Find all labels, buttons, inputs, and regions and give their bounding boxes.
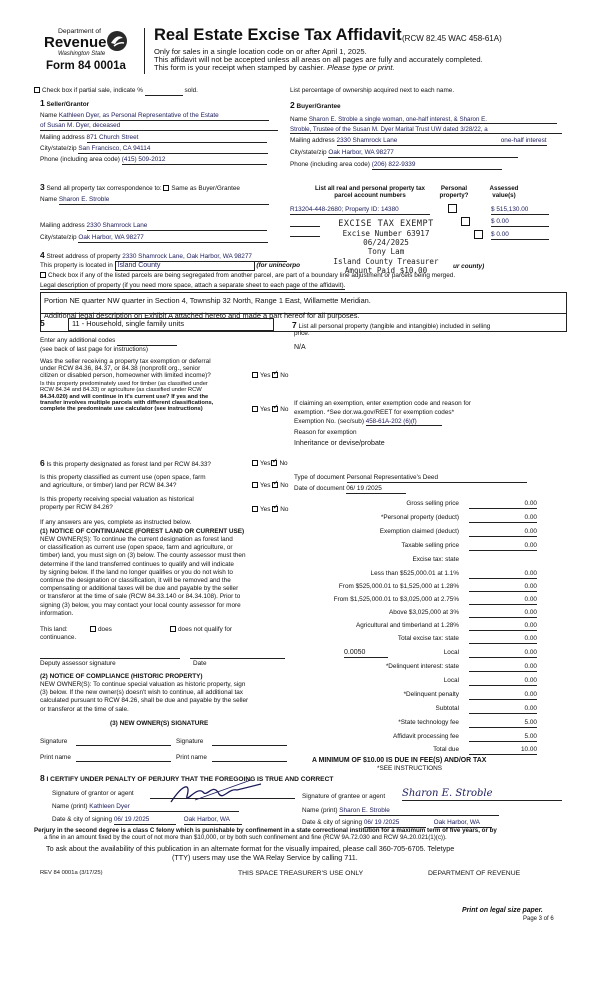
tax-agricultural[interactable]: 0.00 [469, 622, 537, 631]
seller-city-state-zip[interactable]: San Francisco, CA 94114 [78, 145, 268, 154]
q3-no-checkbox[interactable] [271, 460, 277, 466]
dept-line1: Department of [58, 28, 102, 35]
does-qualify-checkbox[interactable] [90, 626, 96, 632]
personal-col-header: Personal property? [439, 185, 469, 200]
q4-yes-checkbox[interactable] [252, 482, 258, 488]
legal-description-line1: Portion NE quarter NW quarter in Section 4, Township 32 North, Range 1 East, Willamette Meridian. [44, 296, 371, 305]
personal-property-list[interactable]: N/A [294, 344, 306, 351]
legal-description-label: Legal description of property (if you need more space, attach a separate sheet to each page of the affidavit). [40, 282, 346, 289]
same-as-buyer-checkbox[interactable] [163, 185, 169, 191]
page-title: Real Estate Excise Tax Affidavit [154, 26, 402, 44]
assessed-value-2[interactable]: $ 0.00 [491, 218, 549, 227]
treasurer-stamp [326, 219, 446, 275]
q5-yes-checkbox[interactable] [252, 506, 258, 512]
see-instructions-note: *SEE INSTRUCTIONS [377, 765, 442, 772]
parcel-col-header: List all real and personal property tax parcel account numbers [314, 185, 426, 200]
stamp-line-4: Tony Lam [367, 247, 405, 257]
subtotal[interactable]: 0.00 [469, 705, 537, 714]
buyer-name-line1[interactable]: Sharon E. Stroble a single woman, one-half interest, & Sharon E. [309, 116, 557, 124]
stamp-line-1: EXCISE TAX EXEMPT [338, 219, 434, 229]
personal-property-checkbox-2[interactable] [461, 217, 470, 226]
gross-selling-price[interactable]: 0.00 [469, 500, 537, 509]
correspondence-name[interactable]: Sharon E. Stroble [59, 196, 269, 205]
grantee-print-name[interactable]: Sharon E. Stroble [339, 807, 499, 816]
page-number: Page 3 of 6 [523, 916, 554, 922]
minimum-due-note: A MINIMUM OF $10.00 IS DUE IN FEE(S) AND/OR TAX [312, 757, 487, 764]
affidavit-processing-fee[interactable]: 5.00 [469, 733, 537, 742]
q4-no-checkbox[interactable] [272, 482, 278, 488]
seller-name-line2[interactable]: of Susan M. Dyer, deceased [40, 122, 278, 131]
q2-yes-checkbox[interactable] [252, 406, 258, 412]
tax-calculation: Gross selling price 0.00 *Personal property (deduct) 0.00 Exemption claimed (deduct) 0.00 Taxable selling price 0.00 Excise tax: state Less than $525,000.01 at 1.1% 0.00 From $525,000.01 to $1,525,000 at 1.28% 0.00 From $1,525,000.01 to $3,025,000 at 2.75% 0.00 Above $3,025,000 at 3% 0.00 Agricultural and timberland at 1.28% 0.00 Total excise tax: state 0.00 0.0050 Local 0.00 *Delinquent interest: state 0.00 Local 0.00 *Delinquent penalty 0.00 Subtotal 0.00 *State technology fee 5.00 Affidavit processing fee 5.00 [333, 500, 537, 740]
compliance-text: NEW OWNER(S): To continue special valuation as historic property, sign (3) below. If the new owner(s) doesn't wish to continue, all additional tax calculated pursuant to RCW 84.26, shall be due and payable by the seller or transferor at the time of sale. [40, 681, 249, 713]
stamp-line-6: Amount Paid $10.00 [344, 265, 428, 275]
delinquent-interest-state[interactable]: 0.00 [469, 663, 537, 672]
revision-number: REV 84 0001a (3/17/25) [40, 870, 103, 876]
assessed-value-1[interactable]: $ 515,130.00 [491, 206, 549, 215]
tax-tier-2[interactable]: 0.00 [469, 583, 537, 592]
buyer-mailing-address[interactable]: 2330 Shamrock Lane one-half interest [336, 137, 547, 144]
delinquent-interest-local[interactable]: 0.00 [469, 677, 537, 686]
perjury-note-2: a fine in an amount fixed by the court of not more than $10,000, or by both such confinement and fine (RCW 9A.72.030 and RCW 9A.20.021(1)(c)). [44, 834, 447, 841]
document-type[interactable]: Personal Representative's Deed [347, 474, 527, 483]
q1-no-checkbox[interactable] [272, 372, 278, 378]
exemption-number[interactable]: 458-61A-202 (6)(f) [366, 418, 442, 426]
stamp-line-2: Excise Number 63917 [342, 229, 430, 239]
personal-property-checkbox-3[interactable] [474, 230, 483, 239]
seller-name-line1[interactable]: Kathleen Dyer, as Personal Representative of the Estate [59, 112, 269, 121]
personal-property-checkbox-1[interactable] [448, 204, 457, 213]
form-number: Form 84 0001a [46, 60, 126, 72]
exemption-reason[interactable]: Inheritance or devise/probate [294, 440, 385, 447]
correspondence-city-state-zip[interactable]: Oak Harbor, WA 98277 [78, 234, 268, 243]
correspondence-section: 3 Send all property tax correspondence to: Same as Buyer/Grantee Name Sharon E. Stroble Mailing address 2330 Shamrock Lane City/state/zip Oak Harbor, WA 98277 [40, 182, 285, 252]
seller-section: 1 Seller/Grantor Name Kathleen Dyer, as Personal Representative of the Estate of Susan M. Dyer, deceased Mailing address 871 Church Street City/state/zip San Francisco, CA 94114 Phone (including area code) (415) 509-2012 [40, 98, 285, 173]
taxable-selling-price[interactable]: 0.00 [469, 542, 537, 551]
parcel-number-1[interactable]: R13204-448-2680; Property ID: 14380 [290, 206, 430, 215]
q5-answer: Yes ✓ No [252, 506, 288, 514]
legal-paper-note: Print on legal size paper. [462, 907, 543, 914]
grantor-city[interactable]: Oak Harbor, WA [184, 816, 242, 825]
wa-revenue-logo-icon [106, 30, 128, 52]
delinquent-penalty[interactable]: 0.00 [469, 691, 537, 700]
list-percentage-note: List percentage of ownership acquired next to each name. [290, 87, 455, 94]
tax-tier-1[interactable]: 0.00 [469, 570, 537, 579]
stamp-line-5: Island County Treasurer [333, 256, 439, 266]
total-excise-tax-state[interactable]: 0.00 [469, 635, 537, 644]
dept-line2: Revenue [44, 34, 107, 51]
continuance-text: NEW OWNER(S): To continue the current designation as forest land or classification as current use (open space, farm and agriculture, or timber) land, you must sign on (3) below. The county assessor must then determine if the land transferred continues to qualify and will indicate by signing below. If the land no longer qualifies or you do not wish to continue the designation or classification, it will be removed and the compensating or additional taxes will be due and payable by the seller or transferor at the time of sale (RCW 84.33.140 or 84.34.108). Prior to signing (3) below, you may contact your local county assessor for more information. [40, 536, 246, 617]
department-of-revenue-label: DEPARTMENT OF REVENUE [428, 870, 521, 877]
local-rate[interactable]: 0.0050 [344, 649, 388, 658]
perjury-note-1: Perjury in the second degree is a class C felony which is punishable by confinement in a state correctional institution for a maximum term of five years, or by [34, 827, 497, 834]
document-date[interactable]: 06/ 19 /2025 [346, 485, 406, 494]
property-street-address[interactable]: 2330 Shamrock Lane, Oak Harbor, WA 98277 [122, 253, 287, 262]
q3-answer: Yes✓ No [252, 460, 288, 468]
q3-yes-checkbox[interactable] [252, 460, 258, 466]
buyer-phone[interactable]: (206) 822-9339 [372, 161, 502, 170]
alt-format-2: (TTY) users may use the WA Relay Service by calling 711. [172, 853, 358, 862]
local-tax[interactable]: 0.00 [469, 649, 537, 658]
land-use-code-field[interactable]: 11 - Household, single family units [68, 318, 274, 331]
assessed-value-3[interactable]: $ 0.00 [491, 231, 549, 240]
dept-line3: Washington State [58, 51, 106, 57]
county-field[interactable]: Island County [115, 261, 255, 271]
q2-no-checkbox[interactable] [272, 406, 278, 412]
seller-phone[interactable]: (415) 509-2012 [122, 156, 267, 165]
treasurer-use-label: THIS SPACE TREASURER'S USE ONLY [238, 870, 364, 877]
personal-property-deduct[interactable]: 0.00 [469, 514, 537, 523]
legal-description-line2: Additional legal description on Exhibit A attached hereto and made a part hereof for all purposes. [44, 310, 360, 320]
tax-tier-3[interactable]: 0.00 [469, 596, 537, 605]
q2-answer: Yes ✓ No [252, 406, 288, 414]
does-not-qualify-checkbox[interactable] [170, 626, 176, 632]
alt-format-1: To ask about the availability of this publication in an alternate format for the visually impaired, please call 360-705-6705. Teletype [46, 844, 455, 853]
rcw-reference: (RCW 82.45 WAC 458-61A) [402, 34, 502, 43]
exemption-claimed[interactable]: 0.00 [469, 528, 537, 537]
header-note-2: This affidavit will not be accepted unless all areas on all pages are fully and accurately completed. [154, 55, 483, 64]
state-technology-fee[interactable]: 5.00 [469, 719, 537, 728]
segregated-checkbox[interactable] [40, 272, 46, 278]
grantee-signature[interactable]: Sharon E. Stroble [402, 788, 562, 801]
buyer-section: 2 Buyer/Grantee Name Sharon E. Stroble a single woman, one-half interest, & Sharon E. Stroble, Trustee of the Susan M. Dyer Marital Trust UW dated 3/28/22, a Mailing address 2330 Shamrock Lane one-half interest City/state/zip Oak Harbor, WA 98277 Phone (including area code) (206) 822-9339 [290, 100, 565, 175]
buyer-city-state-zip[interactable]: Oak Harbor, WA 98277 [328, 149, 518, 158]
tax-tier-4[interactable]: 0.00 [469, 609, 537, 618]
buyer-name-line2[interactable]: Stroble, Trustee of the Susan M. Dyer Marital Trust UW dated 3/28/22, a [290, 126, 562, 134]
q5-no-checkbox[interactable] [272, 506, 278, 512]
stamp-line-3: 06/24/2025 [363, 238, 409, 248]
seller-mailing-address[interactable]: 871 Church Street [87, 134, 267, 143]
header [44, 28, 596, 80]
header-note-3: This form is your receipt when stamped by cashier. Please type or print. [154, 63, 395, 72]
grantor-date[interactable]: 06/ 19 /2025 [114, 816, 176, 825]
partial-sale: Check box if partial sale, indicate % sold. [34, 87, 198, 96]
assessed-col-header: Assessed value(s) [489, 185, 519, 200]
partial-sale-checkbox[interactable] [34, 87, 40, 93]
q4-answer: Yes ✓ No [252, 482, 288, 490]
q1-yes-checkbox[interactable] [252, 372, 258, 378]
header-note-1: Only for sales in a single location code on or after April 1, 2025. [154, 47, 367, 56]
grantee-date[interactable]: 06/ 19 /2025 [364, 819, 426, 828]
correspondence-mailing-address[interactable]: 2330 Shamrock Lane [87, 222, 267, 231]
total-due[interactable]: 10.00 [469, 746, 537, 755]
grantee-city[interactable]: Oak Harbor, WA [434, 819, 492, 828]
q1-answer: Yes ✓ No [252, 372, 288, 380]
grantor-print-name[interactable]: Kathleen Dyer [89, 803, 239, 812]
